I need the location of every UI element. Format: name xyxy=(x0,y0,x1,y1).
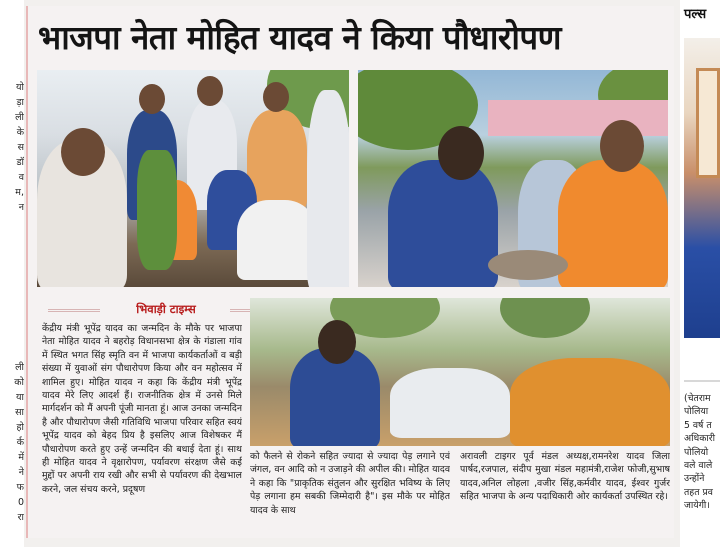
sapling-shape xyxy=(137,150,177,270)
column-divider xyxy=(684,380,720,382)
news-article xyxy=(26,6,674,538)
aarti-plate-shape xyxy=(488,250,568,280)
left-column-text-top: यो ड़ा ली के स डॉ व म, न xyxy=(15,82,24,213)
gathering-photo xyxy=(250,298,670,446)
foliage-shape xyxy=(500,298,590,338)
tent-shape xyxy=(488,100,668,136)
head-shape xyxy=(263,82,289,112)
article-byline: भिवाड़ी टाइम्स xyxy=(136,302,196,316)
aarti-ceremony-photo xyxy=(358,70,668,287)
head-shape xyxy=(438,126,484,180)
right-column-text: (चेतराम पोलिया 5 वर्ष त अधिकारी पोलियो वले वाले उन्होंने तहत प्रव जायेगी। xyxy=(684,393,715,512)
article-body-column-3: अरावली टाइगर पूर्व मंडल अध्यक्ष,रामनरेश यादव जिला पार्षद,रजपाल, संदीप मुखा मंडल महामंत्री,राजेश फोजी,सुभाष यादव,अनिल लोहला ,वजीर सिंह,कर्मवीर यादव, ईश्वर गुर्जर सहित भाजपा के अन्य पदाधिकारी ओर कार्यकर्ता उपस्थित रहे। xyxy=(460,451,670,503)
right-column-photo xyxy=(684,38,720,338)
right-neighbor-column xyxy=(680,0,720,547)
left-column-text-bottom: ली को या सा हो र्क में ने फ 0 रा xyxy=(14,362,24,523)
person-shape xyxy=(558,160,668,287)
seated-crowd-shape xyxy=(510,358,670,446)
seated-crowd-shape xyxy=(390,368,510,438)
framed-portrait-shape xyxy=(696,68,720,178)
article-body-column-2: को फैलने से रोकने सहित ज्यादा से ज्यादा पेड़ लगाने एवं जंगल, वन आदि को न उजाड़ने की अपील की। मोहित यादव ने कहा कि "प्राकृतिक संतुलन और सुरक्षित भविष्य के लिए पेड़ लगाना हम सबकी जिम्मेदारी है"। इस मौके पर मोहित यादव के साथ xyxy=(250,451,450,516)
right-column-heading: पल्स xyxy=(684,7,707,22)
head-shape xyxy=(139,84,165,114)
head-shape xyxy=(197,76,223,106)
person-shape xyxy=(307,90,349,287)
head-shape xyxy=(318,320,356,364)
article-body-column-1: केंद्रीय मंत्री भूपेंद्र यादव का जन्मदिन के मौके पर भाजपा नेता मोहित यादव ने बहरोड़ विधानसभा क्षेत्र के गंडाला गांव में स्थित भगत सिंह स्मृति वन में भाजपा कार्यकर्ताओं व बड़ी संख्या में युवाओं संग पौधारोपण किया और वन महोत्सव में शामिल हुए। मोहित यादव न कहा कि केंद्रीय मंत्री भूपेंद्र यादव मेरे लिए आदर्श हैं। राजनीतिक क्षेत्र में उनसे मिले मार्गदर्शन को मैं अपनी पूंजी मानता हूं। आज उनका जन्मदिन है और पौधारोपण जैसी गतिविधि भाजपा परिवार सहित स्वयं भूपेंद्र यादव को बेहद प्रिय है इसलिए आज विशेषकर मैं पौधारोपण करते हुए उन्हें जन्मदिन की बधाई देता हूं। साथ ही मोहित यादव ने वृक्षारोपण, पर्यावरण संरक्षण जैसे कई मुद्दों पर अपनी राय रखी और सभी से पर्यावरण की देखभाल करने, जल संचय करने, प्रदूषण xyxy=(42,323,242,495)
head-shape xyxy=(600,120,644,172)
article-headline: भाजपा नेता मोहित यादव ने किया पौधारोपण xyxy=(38,18,562,57)
planting-group-photo xyxy=(37,70,349,287)
head-shape xyxy=(61,128,105,176)
byline-rule-left xyxy=(48,309,100,312)
left-neighbor-column xyxy=(0,0,24,547)
person-shape xyxy=(388,160,498,287)
person-shape xyxy=(237,200,317,280)
